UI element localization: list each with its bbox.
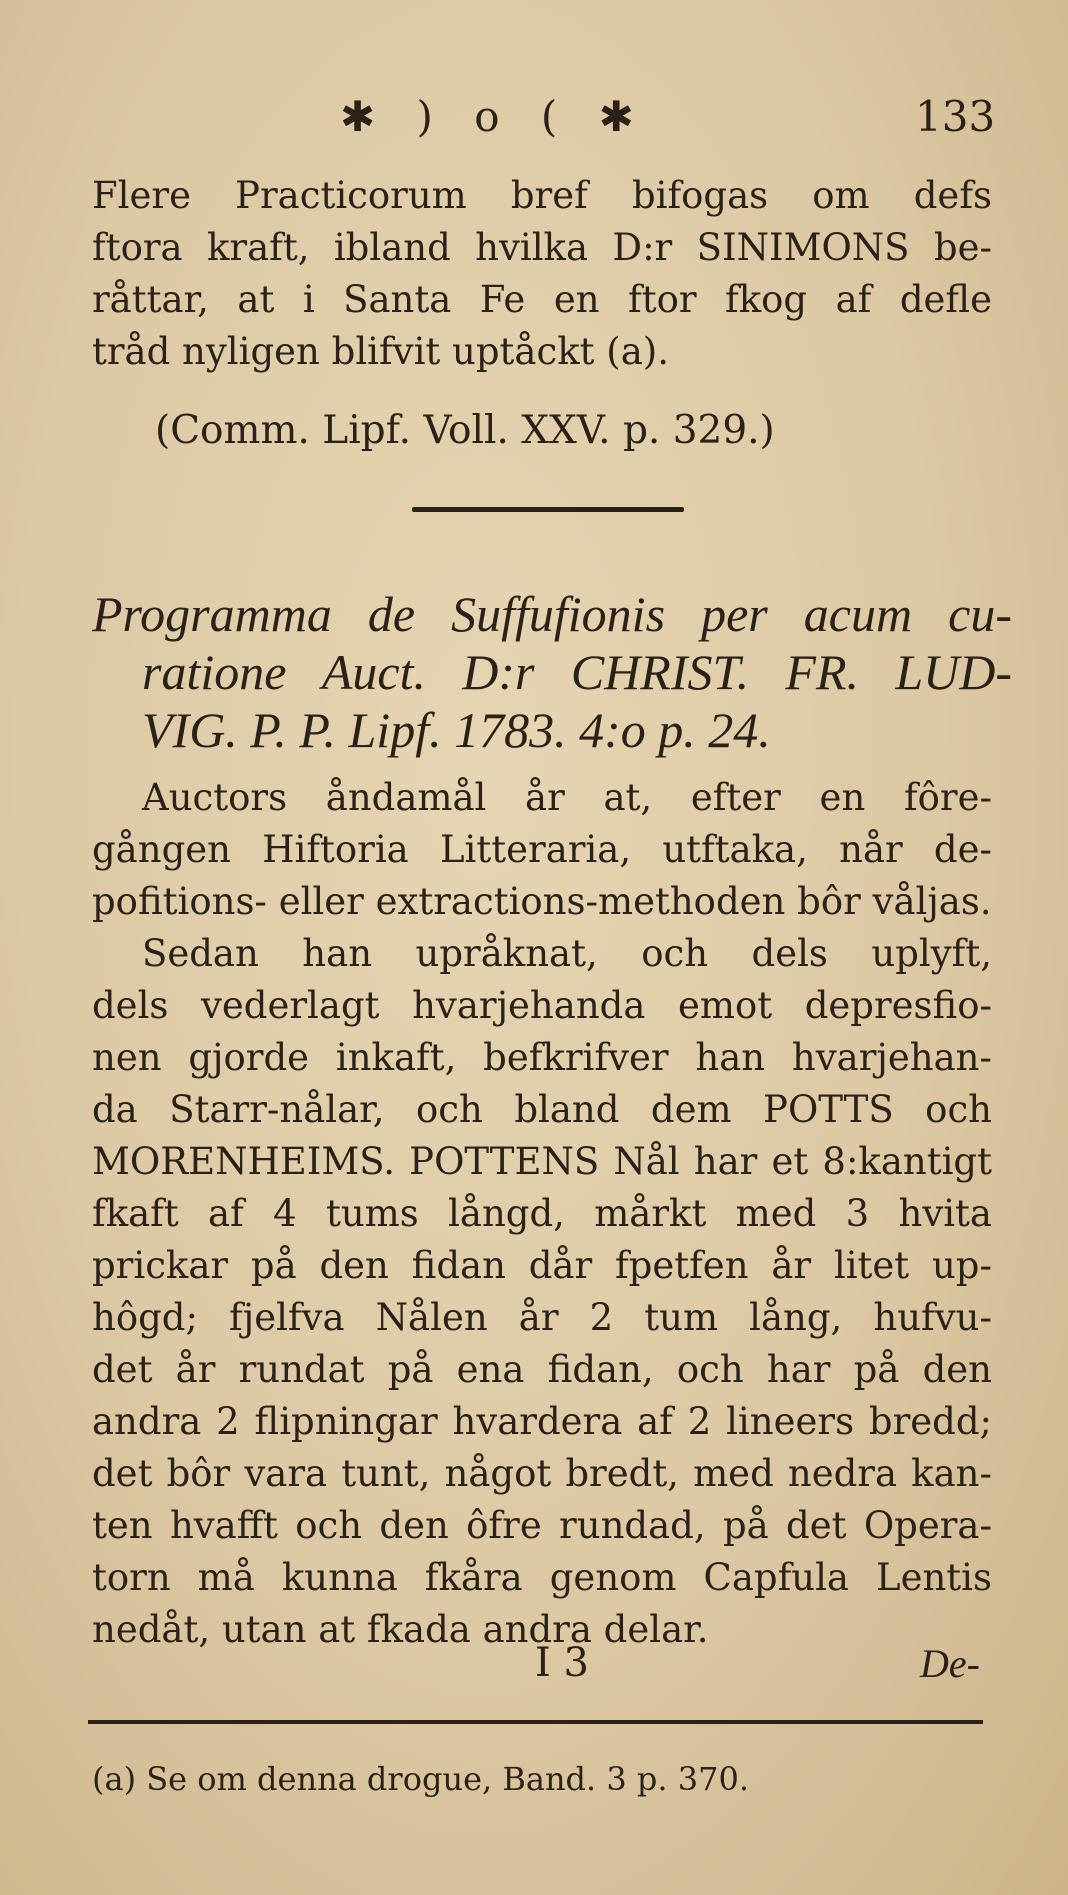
title-line: ratione Auct. D:r CHRIST. FR. LUD- (142, 644, 1012, 700)
header-ornament: ✱ ) o ( ✱ (340, 92, 648, 141)
text-line: dels vederlagt hvarjehanda emot depresfio- (92, 984, 992, 1027)
section-divider (412, 507, 684, 512)
text-line: råttar, at i Santa Fe en ftor fkog af defle (92, 278, 992, 321)
text-line: nen gjorde inkaft, befkrifver han hvarjehan- (92, 1036, 992, 1079)
title-line: Programma de Suffufionis per acum cu- (92, 586, 1012, 642)
citation: (Comm. Lipf. Voll. XXV. p. 329.) (155, 408, 775, 453)
text-line: ten hvafft och den ôfre rundad, på det Opera- (92, 1504, 992, 1547)
text-line: gången Hiftoria Litteraria, utftaka, når de- (92, 828, 992, 871)
text-line: det bôr vara tunt, något bredt, med nedra kan- (92, 1452, 992, 1495)
catchword: De- (920, 1641, 980, 1686)
text-line: det år rundat på ena fidan, och har på den (92, 1348, 992, 1391)
running-header (0, 92, 1068, 152)
text-line: MORENHEIMS. POTTENS Nål har et 8:kantigt (92, 1140, 992, 1183)
catchline (0, 1640, 1068, 1695)
text-line: fkaft af 4 tums långd, mårkt med 3 hvita (92, 1192, 992, 1235)
signature-mark: I 3 (535, 1640, 589, 1686)
section-title (92, 585, 1012, 759)
footnote: (a) Se om denna drogue, Band. 3 p. 370. (92, 1760, 749, 1798)
text-line: ftora kraft, ibland hvilka D:r SINIMONS be- (92, 226, 992, 269)
text-line: andra 2 flipningar hvardera af 2 lineers bredd; (92, 1400, 992, 1443)
text-line: da Starr-nålar, och bland dem POTTS och (92, 1088, 992, 1131)
footnote-rule (88, 1720, 983, 1724)
paragraph-2 (92, 772, 992, 1656)
text-line: nedåt, utan at fkada andra delar. (92, 1608, 709, 1651)
text-line: Sedan han upråknat, och dels uplyft, (142, 932, 992, 975)
text-line: torn må kunna fkåra genom Capfula Lentis (92, 1556, 992, 1599)
text-line: tråd nyligen blifvit uptåckt (a). (92, 330, 669, 373)
paragraph-1 (92, 170, 992, 378)
text-line: Flere Practicorum bref bifogas om defs (92, 174, 992, 217)
text-line: hôgd; fjelfva Nålen år 2 tum lång, hufvu- (92, 1296, 992, 1339)
text-line: Auctors åndamål år at, efter en fôre- (142, 776, 992, 819)
text-line: prickar på den fidan dår fpetfen år litet up- (92, 1244, 992, 1287)
title-line: VIG. P. P. Lipf. 1783. 4:o p. 24. (142, 702, 771, 758)
text-line: pofitions- eller extractions-methoden bôr våljas. (92, 880, 992, 923)
page-number: 133 (915, 92, 996, 141)
